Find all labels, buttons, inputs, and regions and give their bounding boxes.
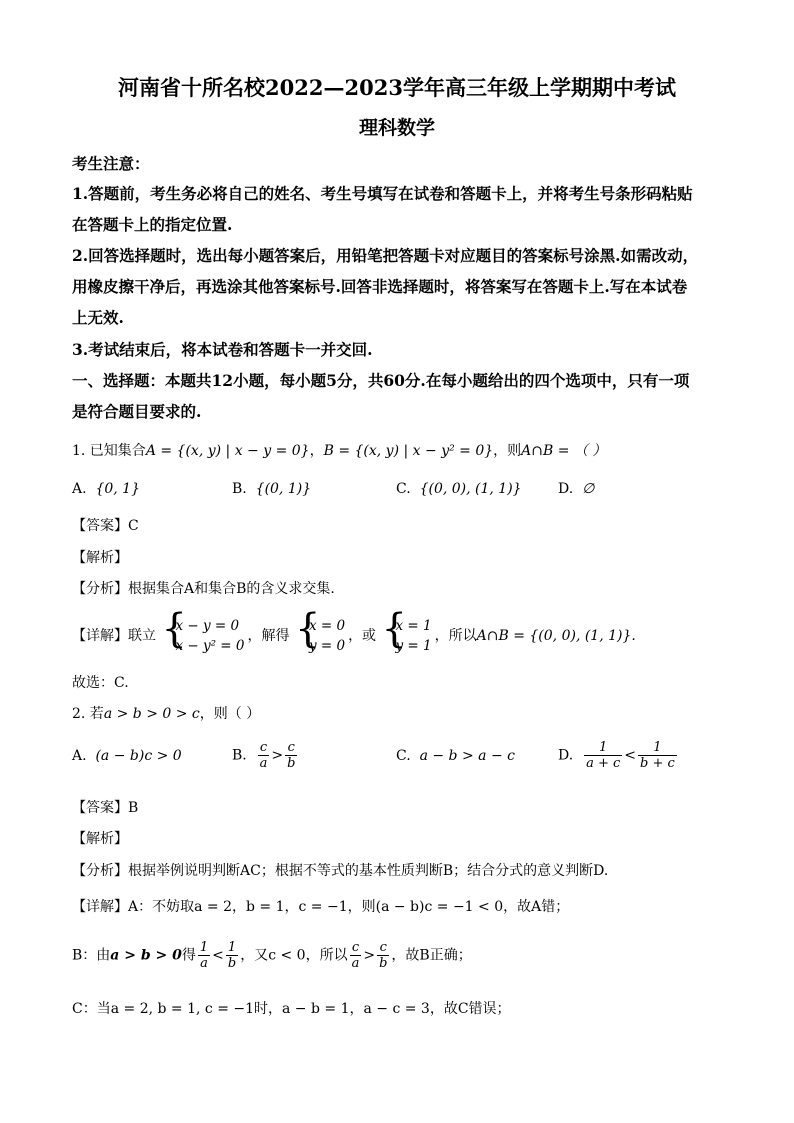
notice-item-1b: 在答题卡上的指定位置. [72,215,233,234]
notice-item-1a: 1.答题前，考生务必将自己的姓名、考生号填写在试卷和答题卡上，并将考生号条形码粘贴 [72,184,693,203]
q1-system-1: { x − y = 0 x − y² = 0 [163,616,244,656]
q1-set-b: B = {(x, y) | x − y² = 0} [323,443,494,459]
q1-answer: 【答案】C [72,518,139,534]
q1-analysis-tag: 【解析】 [72,550,128,566]
q1-option-d: D. ∅ [558,481,595,497]
q1-then: ，则 [493,443,522,459]
q1-option-b: B. {(0, 1)} [232,481,312,497]
q1-detail: 【详解】联立 { x − y = 0 x − y² = 0 ，解得 { x = 0 y = 0 ，或 { x = 1 y = 1 ，所以A∩B = {(0, 0), (1, 1)}. [72,616,734,656]
exam-subtitle: 理科数学 [358,117,435,139]
q2-option-a: A. (a − b)c > 0 [72,748,182,764]
q1-set-a: A = {(x, y) | x − y = 0} [145,443,310,459]
notice-item-3: 3.考试结束后，将本试卷和答题卡一并交回. [72,340,373,359]
q2-detail-b: B：由a > b > 0得 $\frac{1}{a}$ < $\frac{1}{b}$ ，又c < 0，所以 $\frac{c}{a}$ > $\frac{c}{b}$ ，故B正确； [72,940,472,971]
notice-item-2b: 用橡皮擦干净后，再选涂其他答案标号.回答非选择题时，将答案写在答题卡上.写在本试卷 [72,277,688,296]
q1-system-3: { x = 1 y = 1 [384,616,432,656]
q2-analysis-tag: 【解析】 [72,831,128,847]
notice-heading: 考生注意： [72,154,150,173]
q1-option-a: A. {0, 1} [72,481,140,497]
q2-option-d: D. $\frac{1}{a + c}$ < $\frac{1}{b + c}$ [558,740,675,771]
q2-fenxi: 【分析】根据举例说明判断AC；根据不等式的基本性质判断B；结合分式的意义判断D. [72,863,609,879]
q2-detail-c: C：当a = 2, b = 1, c = −1时，a − b = 1，a − c = 3，故C错误； [72,1001,511,1017]
section-heading-a: 一、选择题：本题共12小题，每小题5分，共60分.在每小题给出的四个选项中，只有一项 [72,371,690,390]
q1-comma: ， [309,443,324,459]
q1-ask: A∩B = （ ） [521,443,607,459]
notice-item-2c: 上无效. [72,308,124,327]
q2-option-b: B. $\frac{c}{a}$ > $\frac{c}{b}$ [232,740,296,771]
q1-conclusion: 故选：C. [72,675,129,691]
q1-fenxi: 【分析】根据集合A和集合B的含义求交集. [72,581,335,597]
q1-option-c: C. {(0, 0), (1, 1)} [396,481,522,497]
q1-prefix: 1. 已知集合 [72,443,146,459]
notice-item-2a: 2.回答选择题时，选出每小题答案后，用铅笔把答题卡对应题目的答案标号涂黑.如需改动， [72,246,699,265]
q1-stem [72,440,734,460]
q2-detail-a: 【详解】A：不妨取a = 2，b = 1，c = −1，则(a − b)c = −1 < 0，故A错； [72,899,570,915]
q2-stem: 2. 若a > b > 0 > c，则（ ） [72,706,261,722]
exam-title: 河南省十所名校2022—2023学年高三年级上学期期中考试 [118,75,676,100]
q2-answer: 【答案】B [72,800,139,816]
section-heading-b: 是符合题目要求的. [72,402,202,421]
q1-system-2: { x = 0 y = 0 [297,616,345,656]
q2-option-c: C. a − b > a − c [396,748,515,764]
